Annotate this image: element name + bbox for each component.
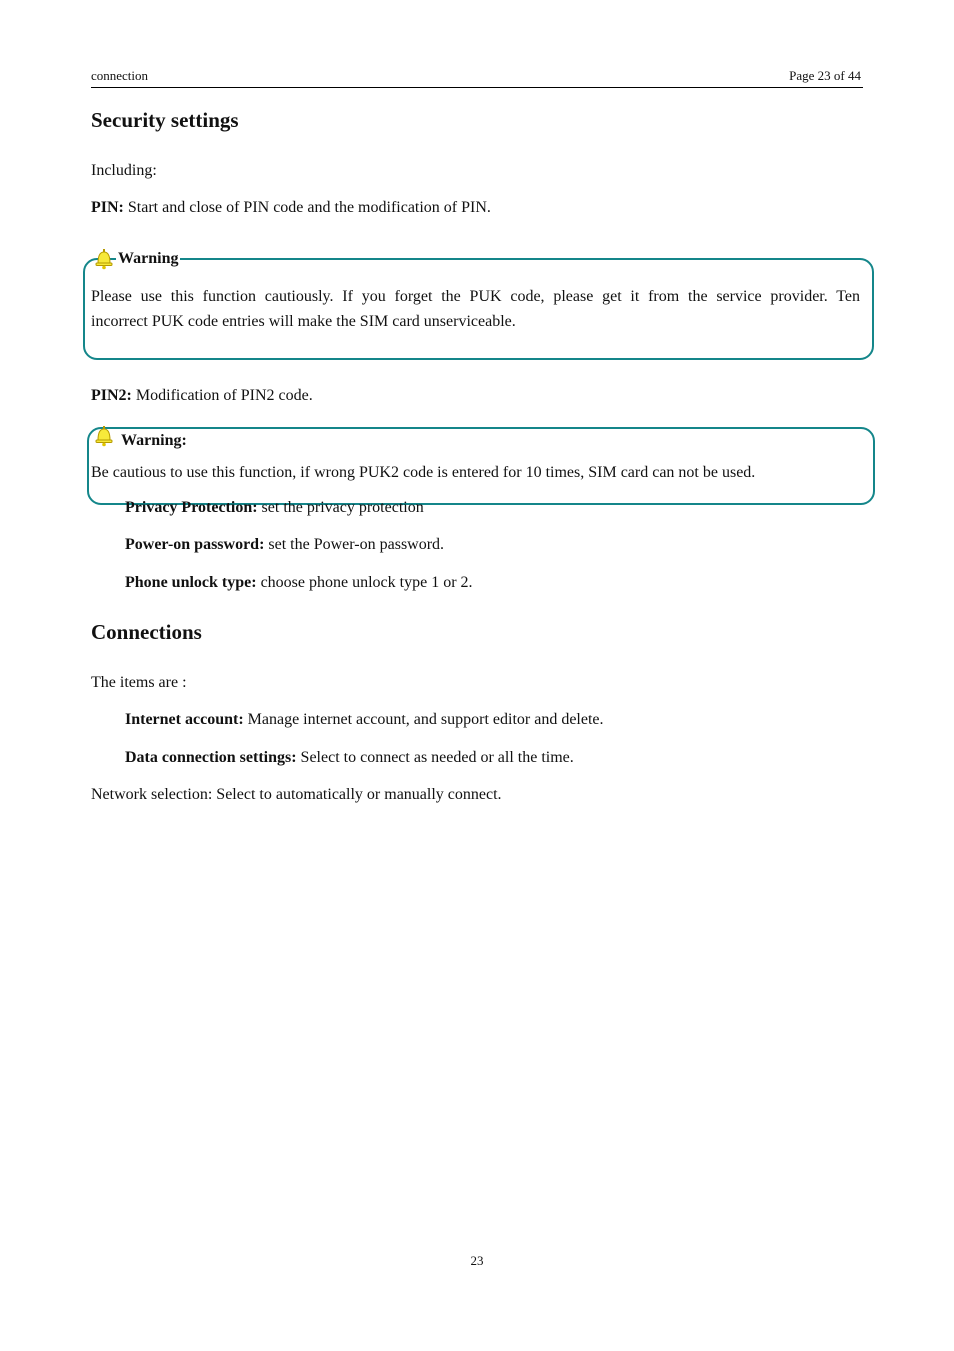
bell-icon: [94, 425, 114, 447]
poweron-paragraph: [125, 536, 444, 554]
warning-title-1: Warning: [118, 250, 179, 267]
pin-label: PIN:: [91, 199, 124, 216]
warning-line-1b: incorrect PUK code entries will make the SIM card unserviceable.: [91, 313, 516, 330]
privacy-paragraph: [125, 499, 424, 517]
warning-line-1a: Please use this function cautiously. If you forget the PUK code, please get it from the service provider. Ten: [91, 288, 860, 305]
unlock-label: Phone unlock type:: [125, 574, 257, 591]
pin-paragraph: [91, 199, 491, 217]
running-header-left: connection: [91, 68, 149, 83]
including-text: Including:: [91, 162, 157, 179]
data-connection-text: Select to connect as needed or all the time.: [296, 749, 574, 766]
unlock-paragraph: [125, 574, 473, 592]
pin-text: Start and close of PIN code and the modification of PIN.: [123, 199, 491, 216]
running-header-page: Page 23 of 44: [789, 68, 861, 83]
pin2-text: Modification of PIN2 code.: [131, 387, 313, 404]
section-title-connections: Connections: [91, 620, 202, 644]
data-connection-label: Data connection settings:: [125, 749, 297, 766]
privacy-label: Privacy Protection:: [125, 499, 258, 516]
items-intro: The items are :: [91, 674, 187, 691]
privacy-text: set the privacy protection: [257, 499, 424, 516]
internet-text: Manage internet account, and support editor and delete.: [243, 711, 604, 728]
section-title-security: Security settings: [91, 108, 239, 132]
warning-text-2: Be cautious to use this function, if wrong PUK2 code is entered for 10 times, SIM card can not be used.: [91, 464, 756, 481]
data-connection-paragraph: [125, 749, 574, 767]
unlock-text: choose phone unlock type 1 or 2.: [256, 574, 473, 591]
pin2-label: PIN2:: [91, 387, 132, 404]
header-rule: [91, 87, 863, 88]
warning-title-2: Warning:: [121, 432, 187, 449]
page-number: 23: [470, 1253, 484, 1268]
internet-label: Internet account:: [125, 711, 244, 728]
poweron-text: set the Power-on password.: [264, 536, 445, 553]
pin2-paragraph: [91, 387, 313, 405]
network-selection-paragraph: Network selection: Select to automatically or manually connect.: [91, 786, 502, 803]
bell-icon: [94, 248, 114, 270]
poweron-label: Power-on password:: [125, 536, 265, 553]
internet-paragraph: [125, 711, 604, 729]
